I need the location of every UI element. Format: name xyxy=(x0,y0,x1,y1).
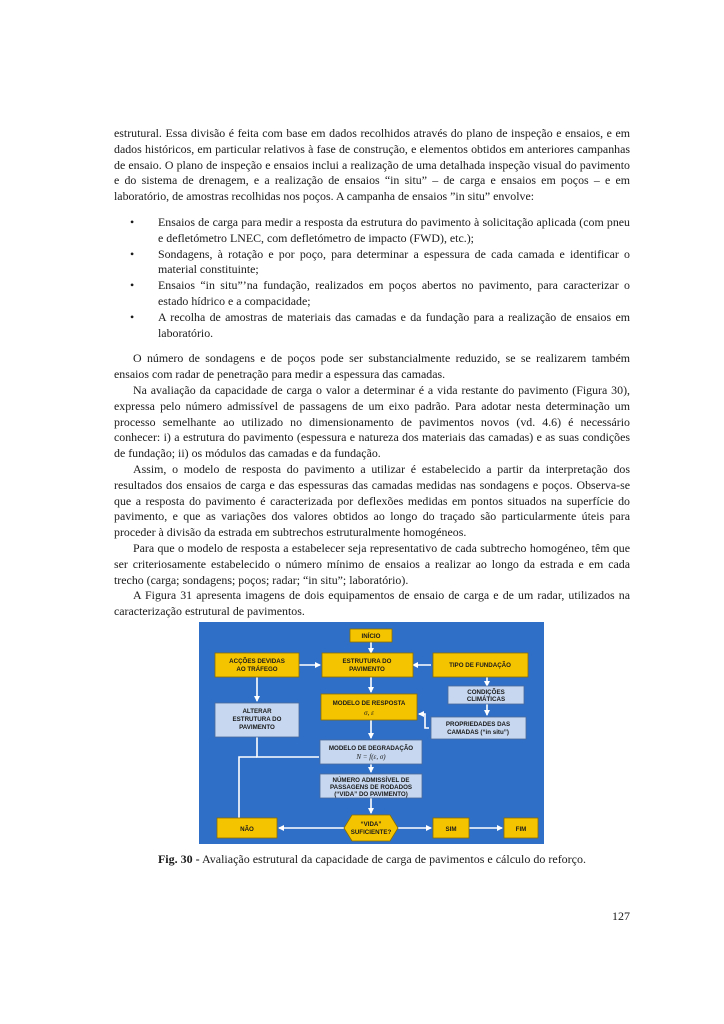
degradation-model-label: MODELO DE DEGRADAÇÃO xyxy=(328,745,414,752)
decision-label: “VIDA” xyxy=(360,821,382,828)
caption-text: Avaliação estrutural da capacidade de carga de pavimentos e cálculo do reforço. xyxy=(199,852,587,866)
paragraph: Para que o modelo de resposta a estabelecer seja representativo de cada subtrecho homogéneo, têm que ser criteriosamente estabelecido o número mínimo de ensaios a realizar ao longo da estrada e em cada trecho (carga; sondagens; poços; radar; “in situ”; laboratório). xyxy=(114,540,630,587)
bullet-item: • A recolha de amostras de materiais das camadas e da fundação para a realização de ensaios em laboratório. xyxy=(130,309,630,340)
decision-label: SUFICIENTE? xyxy=(350,829,392,836)
bullet-marker: • xyxy=(130,214,135,229)
body-text xyxy=(114,126,630,620)
traffic-actions-label: AO TRÁFEGO xyxy=(236,666,278,673)
pavement-structure-label: PAVIMENTO xyxy=(349,666,385,673)
climate-conditions-label: CONDIÇÕES xyxy=(467,689,505,696)
climate-conditions-label: CLIMÁTICAS xyxy=(466,696,506,703)
layer-properties-label: PROPRIEDADES DAS xyxy=(445,721,511,728)
response-model-formula: σ, ε xyxy=(364,709,374,717)
start-label: INÍCIO xyxy=(361,633,381,640)
bullet-marker: • xyxy=(130,246,135,261)
paragraph: O número de sondagens e de poços pode ser substancialmente reduzido, se se realizarem também ensaios com radar de penetração para medir a espessura das camadas. xyxy=(114,351,630,382)
bullet-item: • Ensaios de carga para medir a resposta da estrutura do pavimento à solicitação aplicada (com pneu e defletómetro LNEC, com defletómetro de impacto (FWD), etc.); xyxy=(130,214,630,245)
flowchart-figure xyxy=(199,622,544,844)
caption-label: Fig. 30 - xyxy=(157,852,200,866)
paragraph-intro: estrutural. Essa divisão é feita com base em dados recolhidos através do plano de inspeção e ensaios, e em dados históricos, em particular relativos à fase de construção, e elementos obtidos em anteriores campanhas de ensaio. O plano de inspeção e ensaios inclui a realização de uma detalhada inspeção visual do pavimento e do sistema de drenagem, e a realização de ensaios “in situ” – de carga e ensaios em poços – e em laboratório, de amostras recolhidas nos poços. A campanha de ensaios ”in situ” envolve: xyxy=(114,126,630,204)
decision-node xyxy=(344,815,398,841)
change-structure-label: PAVIMENTO xyxy=(239,724,275,731)
bullet-item: • Ensaios “in situ”’na fundação, realizados em poços abertos no pavimento, para caracterizar o estado hídrico e a compacidade; xyxy=(130,278,630,308)
figure-caption xyxy=(114,852,630,867)
bullet-item: • Sondagens, à rotação e por poço, para determinar a espessura de cada camada e identificar o material constituinte; xyxy=(130,246,630,277)
bullet-marker: • xyxy=(130,278,135,293)
yes-label: SIM xyxy=(445,826,457,833)
paragraph: A Figura 31 apresenta imagens de dois equipamentos de ensaio de carga e de um radar, utilizados na caracterização estrutural de pavimentos. xyxy=(114,588,630,619)
admissible-number-label: PASSAGENS DE RODADOS xyxy=(329,784,413,791)
paragraph: Na avaliação da capacidade de carga o valor a determinar é a vida restante do pavimento (Figura 30), expressa pelo número admissível de passagens de um eixo padrão. Para adotar nesta determinação um processo semelhante ao utilizado no dimensionamento de pavimentos novos (vd. 4.6) é necessário conhecer: i) a estrutura do pavimento (espessura e natureza dos materiais das camadas) e as suas condições de fundação; ii) os módulos das camadas e da fundação. xyxy=(114,382,630,461)
end-label: FIM xyxy=(515,826,527,833)
no-label: NÃO xyxy=(240,826,254,833)
admissible-number-label: (“VIDA” DO PAVIMENTO) xyxy=(334,791,408,798)
admissible-number-label: NÚMERO ADMISSÍVEL DE xyxy=(332,777,410,784)
page-number: 127 xyxy=(612,909,630,923)
layer-properties-label: CAMADAS (“in situ”) xyxy=(447,729,509,736)
pavement-structure-label: ESTRUTURA DO xyxy=(342,658,392,665)
paragraph: Assim, o modelo de resposta do pavimento a utilizar é estabelecido a partir da interpretação dos resultados dos ensaios de carga e das espessuras das camadas medidas nas sondagens e poços. Observa-se que a resposta do pavimento é caracterizada por deflexões medidas em pontos situados na superfície do pavimento, e que as variações dos valores obtidos ao longo do traçado são particularmente úteis para proceder à divisão da estrada em subtrechos estruturalmente homogéneos. xyxy=(114,461,630,540)
bullet-list xyxy=(114,215,630,341)
foundation-type-label: TIPO DE FUNDAÇÃO xyxy=(449,662,511,669)
change-structure-label: ALTERAR xyxy=(242,708,272,715)
flowchart-svg xyxy=(199,622,544,844)
degradation-model-formula: N = f(ε, σ) xyxy=(356,753,386,761)
traffic-actions-label: ACÇÕES DEVIDAS xyxy=(229,658,285,665)
response-model-label: MODELO DE RESPOSTA xyxy=(332,700,406,707)
pavement-structure-node xyxy=(322,653,413,677)
change-structure-label: ESTRUTURA DO xyxy=(232,716,282,723)
bullet-marker: • xyxy=(130,309,135,324)
traffic-actions-node xyxy=(215,653,299,677)
